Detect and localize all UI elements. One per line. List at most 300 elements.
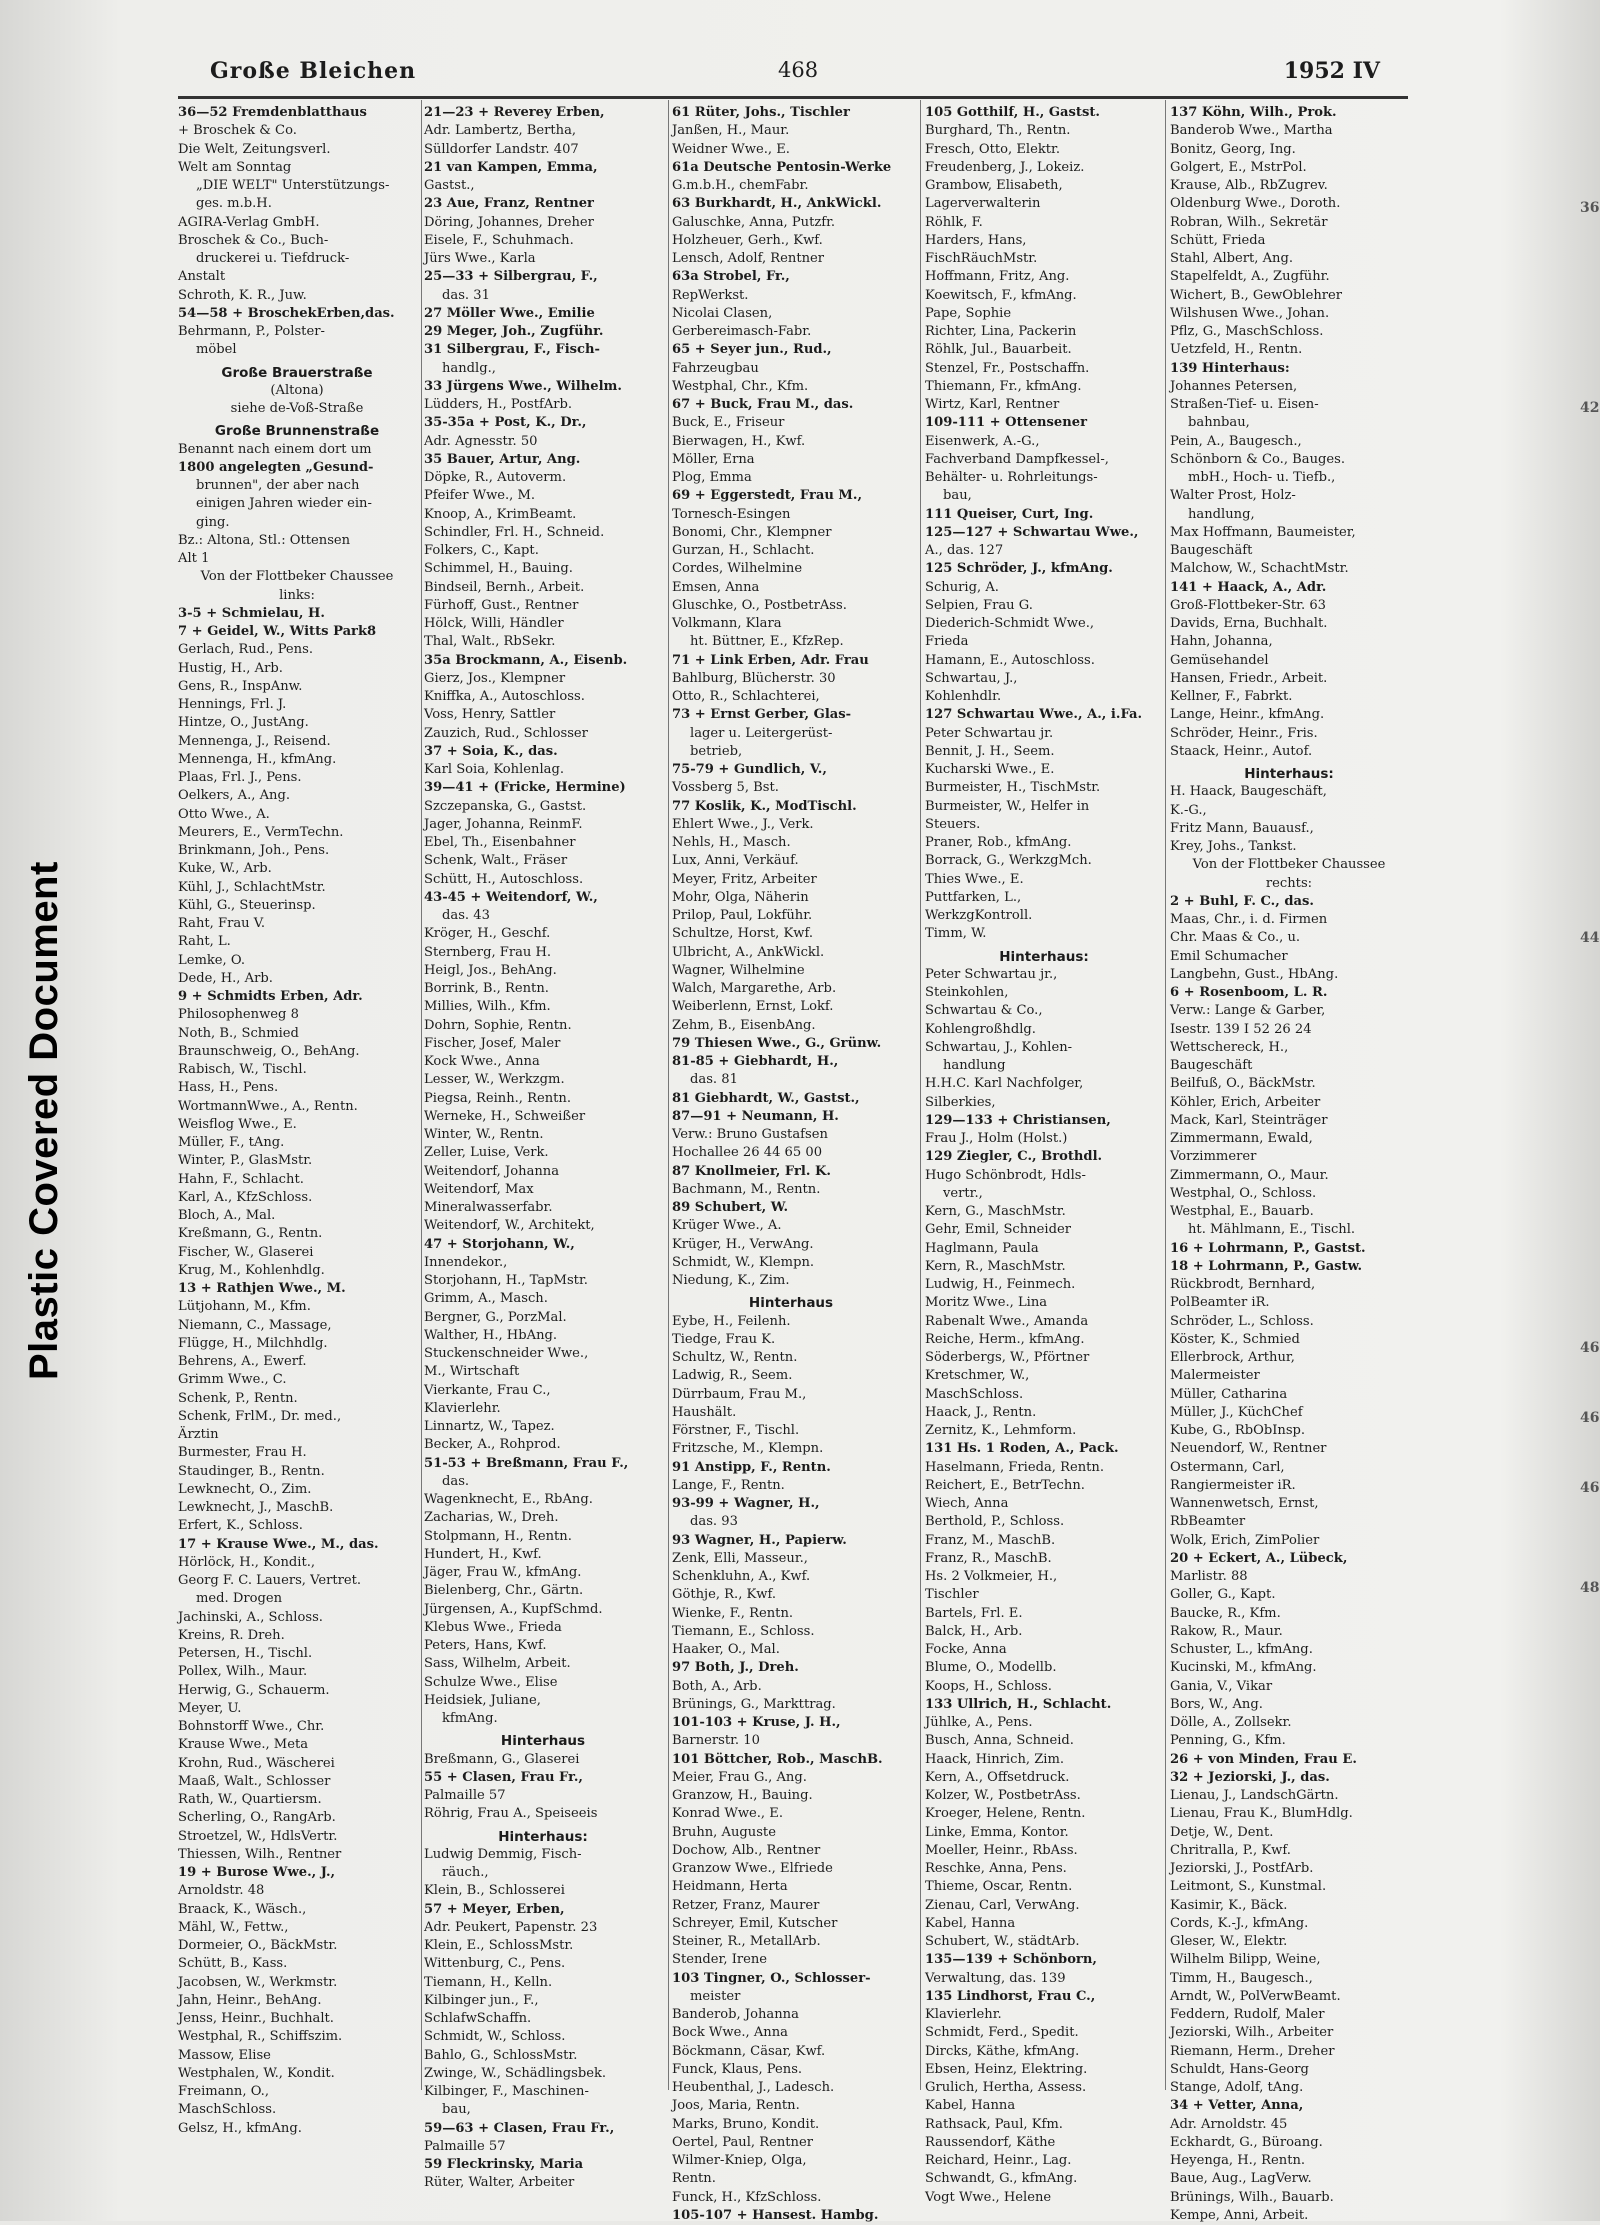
directory-entry: med. Drogen — [196, 1591, 283, 1607]
directory-entry: Heubenthal, J., Ladesch. — [672, 2080, 835, 2095]
directory-entry: Baugeschäft — [1170, 1058, 1253, 1073]
directory-entry: Leitmont, S., Kunstmal. — [1170, 1879, 1327, 1895]
directory-entry: Dochow, Alb., Rentner — [672, 1842, 821, 1858]
directory-entry: Adr. Arnoldstr. 45 — [1170, 2116, 1288, 2132]
directory-entry: Staack, Heinr., Autof. — [1170, 743, 1313, 759]
directory-entry: rechts: — [1265, 875, 1313, 891]
directory-entry: Tischler — [925, 1587, 979, 1603]
directory-entry: Kretschmer, W., — [925, 1368, 1030, 1384]
directory-entry: Nehls, H., Masch. — [672, 835, 791, 850]
directory-entry: Fritz Mann, Bauausf., — [1170, 820, 1314, 836]
directory-entry: Bruhn, Auguste — [672, 1824, 776, 1840]
directory-entry: Adr. Lambertz, Bertha, — [424, 123, 577, 139]
directory-entry: Robran, Wilh., Sekretär — [1170, 214, 1328, 230]
directory-entry: Hochallee 26 44 65 00 — [672, 1145, 823, 1161]
directory-entry: Raht, L. — [178, 934, 231, 950]
directory-entry: 129—133 + Christiansen, — [925, 1112, 1111, 1128]
directory-entry: Groß-Flottbeker-Str. 63 — [1170, 597, 1326, 613]
directory-column-3 — [672, 104, 910, 2223]
directory-entry: Kabel, Hanna — [925, 2098, 1016, 2114]
directory-entry: Von der Flottbeker Chaussee — [200, 569, 394, 585]
directory-entry: Haack, Hinrich, Zim. — [925, 1751, 1065, 1767]
directory-entry: 79 Thiesen Wwe., G., Grünw. — [672, 1035, 882, 1051]
directory-entry: 81 Giebhardt, W., Gastst., — [672, 1090, 860, 1106]
directory-entry: 93-99 + Wagner, H., — [672, 1496, 820, 1511]
directory-entry: Schröder, L., Schloss. — [1170, 1313, 1314, 1329]
directory-entry: Klavierlehr. — [424, 1400, 501, 1416]
directory-entry: Emil Schumacher — [1170, 948, 1288, 964]
directory-entry: Westphal, O., Schloss. — [1170, 1185, 1317, 1201]
directory-entry: ging. — [196, 514, 230, 530]
directory-entry: Heidmann, Herta — [672, 1879, 788, 1895]
directory-entry: Werneke, H., Schweißer — [424, 1108, 586, 1124]
directory-entry: Both, A., Arb. — [672, 1678, 762, 1694]
directory-entry: Scherling, O., RangArb. — [178, 1810, 336, 1826]
directory-entry: WortmannWwe., A., Rentn. — [178, 1098, 358, 1114]
directory-entry: Behälter- u. Rohrleitungs- — [925, 470, 1098, 485]
directory-entry: Schmidt, Ferd., Spedit. — [925, 2025, 1079, 2041]
directory-entry: Braack, K., Wäsch., — [178, 1901, 307, 1917]
directory-entry: K.-G., — [1170, 802, 1207, 818]
directory-entry: Franz, R., MaschB. — [925, 1550, 1052, 1566]
directory-entry: Georg F. C. Lauers, Vertret. — [178, 1573, 362, 1588]
directory-entry: 67 + Buck, Frau M., das. — [672, 397, 854, 412]
directory-entry: Frau J., Holm (Holst.) — [925, 1131, 1068, 1146]
directory-entry: Schönborn & Co., Bauges. — [1170, 451, 1346, 467]
directory-entry: 19 + Burose Wwe., J., — [178, 1865, 336, 1880]
directory-entry: 101-103 + Kruse, J. H., — [672, 1715, 841, 1730]
directory-entry: Meurers, E., VermTechn. — [178, 824, 344, 840]
directory-entry: Petersen, H., Tischl. — [178, 1646, 313, 1661]
directory-entry: Köster, K., Schmied — [1170, 1331, 1300, 1347]
directory-entry: Kock Wwe., Anna — [424, 1054, 540, 1069]
directory-entry: Dürrbaum, Frau M., — [672, 1386, 807, 1402]
directory-entry: Hintze, O., JustAng. — [178, 715, 309, 731]
directory-entry: MaschSchloss. — [178, 2102, 277, 2118]
directory-entry: Große Brauerstraße — [221, 364, 373, 381]
directory-entry: Mineralwasserfabr. — [424, 1200, 553, 1215]
directory-entry: Bartels, Frl. E. — [925, 1605, 1023, 1621]
directory-entry: Philosophenweg 8 — [178, 1007, 299, 1023]
directory-entry: Haack, J., Rentn. — [925, 1404, 1037, 1420]
directory-entry: Lienau, Frau K., BlumHdlg. — [1170, 1806, 1353, 1822]
margin-fragment: 48 — [1580, 1580, 1600, 1596]
directory-entry: Schulze Wwe., Elise — [424, 1674, 558, 1690]
directory-entry: meister — [690, 1988, 741, 2004]
directory-entry: Niedung, K., Zim. — [672, 1273, 790, 1288]
directory-entry: Mähl, W., Fettw., — [178, 1919, 289, 1935]
page-header — [178, 52, 1400, 98]
directory-entry: Janßen, H., Maur. — [672, 123, 790, 139]
directory-entry: 133 Ullrich, H., Schlacht. — [925, 1696, 1112, 1712]
directory-entry: Zwinge, W., Schädlingsbek. — [424, 2065, 607, 2081]
directory-entry: Schenk, FrlM., Dr. med., — [178, 1408, 342, 1424]
directory-entry: Chritralla, P., Kwf. — [1170, 1842, 1291, 1858]
directory-entry: das. 43 — [442, 908, 490, 923]
directory-entry: Kniffka, A., Autoschloss. — [424, 689, 585, 704]
directory-entry: Walter Prost, Holz- — [1170, 488, 1296, 504]
directory-entry: Grambow, Elisabeth, — [925, 178, 1063, 193]
directory-entry: Zimmermann, O., Maur. — [1170, 1167, 1329, 1183]
directory-entry: Wittenburg, C., Pens. — [424, 1956, 566, 1972]
directory-entry: 21—23 + Reverey Erben, — [424, 105, 605, 120]
directory-entry: Marks, Bruno, Kondit. — [672, 2116, 820, 2132]
directory-entry: Zenk, Elli, Masseur., — [672, 1550, 808, 1566]
directory-entry: Barnerstr. 10 — [672, 1733, 760, 1749]
directory-entry: Schenk, P., Rentn. — [178, 1390, 298, 1406]
directory-entry: Jäger, Frau W., kfmAng. — [424, 1565, 582, 1580]
directory-entry: 111 Queiser, Curt, Ing. — [925, 506, 1094, 522]
directory-entry: Plaas, Frl. J., Pens. — [178, 770, 302, 785]
directory-entry: Staudinger, B., Rentn. — [178, 1463, 325, 1479]
column-divider — [1165, 100, 1166, 2090]
directory-entry: betrieb, — [690, 743, 743, 759]
directory-entry: Massow, Elise — [178, 2047, 271, 2063]
directory-entry: Wagner, Wilhelmine — [672, 962, 805, 978]
directory-entry: Krey, Johs., Tankst. — [1170, 839, 1297, 854]
directory-entry: M., Wirtschaft — [424, 1364, 520, 1380]
directory-entry: Tornesch-Esingen — [672, 506, 791, 522]
directory-entry: das. — [442, 1473, 470, 1489]
directory-entry: 135 Lindhorst, Frau C., — [925, 1988, 1096, 2004]
directory-entry: Lange, Heinr., kfmAng. — [1170, 707, 1325, 723]
page-number: 468 — [778, 58, 819, 82]
directory-entry: Wienke, F., Rentn. — [672, 1605, 794, 1621]
directory-entry: 29 Meger, Joh., Zugführ. — [424, 324, 604, 339]
directory-entry: Eckhardt, G., Büroang. — [1170, 2134, 1323, 2150]
column-divider — [421, 100, 422, 2090]
directory-entry: Peter Schwartau jr. — [925, 725, 1054, 741]
directory-entry: Kolzer, W., PostbetrAss. — [925, 1788, 1081, 1803]
directory-entry: Steiner, R., MetallArb. — [672, 1934, 821, 1949]
directory-entry: Kern, R., MaschMstr. — [925, 1258, 1066, 1274]
directory-entry: Alt 1 — [178, 551, 210, 566]
margin-fragment: 44 — [1580, 930, 1600, 946]
directory-entry: Hahn, Johanna, — [1170, 634, 1273, 650]
directory-entry: Verw.: Bruno Gustafsen — [672, 1127, 828, 1142]
directory-entry: Kube, G., RbObInsp. — [1170, 1423, 1306, 1438]
directory-entry: Von der Flottbeker Chaussee — [1192, 857, 1386, 873]
directory-entry: Bors, W., Ang. — [1170, 1696, 1263, 1712]
directory-entry: Fritzsche, M., Klempn. — [672, 1441, 824, 1457]
directory-entry: Dircks, Käthe, kfmAng. — [925, 2043, 1080, 2059]
directory-entry: Jürs Wwe., Karla — [424, 251, 536, 266]
directory-entry: Rakow, R., Maur. — [1170, 1623, 1283, 1639]
directory-entry: Weitendorf, Johanna — [424, 1163, 560, 1179]
directory-entry: 35a Brockmann, A., Eisenb. — [424, 652, 628, 668]
directory-entry: Reiche, Herm., kfmAng. — [925, 1331, 1085, 1347]
directory-entry: Müller, F., tAng. — [178, 1135, 285, 1150]
directory-entry: Sass, Wilhelm, Arbeit. — [424, 1656, 571, 1672]
directory-entry: Maas, Chr., i. d. Firmen — [1170, 912, 1328, 927]
directory-entry: AGIRA-Verlag GmbH. — [178, 214, 320, 230]
directory-entry: Heyenga, H., Rentn. — [1170, 2153, 1306, 2168]
directory-entry: Hinterhaus: — [498, 1828, 588, 1845]
directory-entry: ht. Büttner, E., KfzRep. — [690, 634, 844, 650]
directory-entry: Linnartz, W., Tapez. — [424, 1419, 555, 1434]
directory-entry: Söderbergs, W., Pförtner — [925, 1350, 1090, 1365]
header-rule — [178, 96, 1408, 99]
directory-entry: Thiemann, Fr., kfmAng. — [925, 378, 1082, 394]
directory-entry: Sternberg, Frau H. — [424, 944, 552, 960]
directory-entry: 20 + Eckert, A., Lübeck, — [1170, 1550, 1348, 1566]
directory-entry: druckerei u. Tiefdruck- — [196, 251, 350, 266]
directory-entry: Wirtz, Karl, Rentner — [925, 397, 1060, 412]
directory-entry: Schütt, Frieda — [1170, 232, 1266, 248]
directory-entry: Freudenberg, J., Lokeiz. — [925, 159, 1085, 175]
directory-entry: Burmeister, H., TischMstr. — [925, 780, 1101, 796]
directory-entry: Lüdders, H., PostfArb. — [424, 397, 573, 412]
directory-entry: 63 Burkhardt, H., AnkWickl. — [672, 196, 882, 212]
directory-entry: Schwartau & Co., — [925, 1003, 1043, 1019]
directory-entry: Ludwig Demmig, Fisch- — [424, 1846, 582, 1862]
directory-entry: Sülldorfer Landstr. 407 — [424, 141, 579, 157]
directory-entry: Ehlert Wwe., J., Verk. — [672, 816, 814, 832]
directory-entry: A., das. 127 — [925, 543, 1004, 558]
directory-entry: Kroeger, Helene, Rentn. — [925, 1806, 1086, 1822]
directory-entry: Moeller, Heinr., RbAss. — [925, 1842, 1078, 1858]
directory-entry: Gehr, Emil, Schneider — [925, 1222, 1071, 1238]
directory-entry: Westphal, E., Bauarb. — [1170, 1204, 1314, 1219]
directory-entry: Rangiermeister iR. — [1170, 1477, 1296, 1493]
directory-entry: Weitendorf, W., Architekt, — [424, 1218, 595, 1234]
directory-entry: 57 + Meyer, Erben, — [424, 1901, 565, 1917]
directory-entry: Ludwig, H., Feinmech. — [925, 1277, 1076, 1292]
directory-entry: Behrmann, P., Polster- — [178, 324, 325, 339]
directory-entry: Herwig, G., Schauerm. — [178, 1682, 330, 1698]
plastic-covered-label: Plastic Covered Document — [22, 861, 66, 1380]
directory-entry: 97 Both, J., Dreh. — [672, 1660, 799, 1676]
directory-entry: Ulbricht, A., AnkWickl. — [672, 944, 825, 960]
directory-entry: Blume, O., Modellb. — [925, 1660, 1057, 1676]
directory-entry: Weiberlenn, Ernst, Lokf. — [672, 999, 834, 1015]
directory-entry: Fürhoff, Gust., Rentner — [424, 597, 579, 613]
directory-entry: Ebel, Th., Eisenbahner — [424, 835, 576, 850]
directory-entry: Fachverband Dampfkessel-, — [925, 451, 1109, 467]
directory-entry: 65 + Seyer jun., Rud., — [672, 342, 832, 358]
directory-entry: Granzow Wwe., Elfriede — [672, 1861, 833, 1876]
directory-entry: Focke, Anna — [925, 1642, 1007, 1657]
directory-entry: Funck, Klaus, Pens. — [672, 2061, 803, 2077]
directory-entry: Neuendorf, W., Rentner — [1170, 1441, 1327, 1457]
directory-entry: Lütjohann, M., Kfm. — [178, 1299, 311, 1315]
directory-entry: Wilmer-Kniep, Olga, — [672, 2153, 807, 2168]
directory-entry: Jeziorski, J., PostfArb. — [1170, 1861, 1314, 1876]
directory-entry: Kohlenhdlr. — [925, 689, 1002, 704]
directory-entry: Jahn, Heinr., BehAng. — [178, 1992, 322, 2008]
directory-entry: Gierz, Jos., Klempner — [424, 670, 566, 686]
directory-entry: Szczepanska, G., Gastst. — [424, 798, 587, 814]
directory-entry: Bennit, J. H., Seem. — [925, 743, 1055, 759]
directory-entry: Vorzimmerer — [1170, 1149, 1257, 1165]
directory-entry: Klebus Wwe., Frieda — [424, 1619, 562, 1635]
directory-entry: 18 + Lohrmann, P., Gastw. — [1170, 1258, 1363, 1274]
directory-entry: Verw.: Lange & Garber, — [1170, 1003, 1326, 1019]
directory-column-2 — [424, 104, 662, 2191]
directory-entry: 77 Koslik, K., ModTischl. — [672, 798, 857, 814]
margin-fragment: 42 — [1580, 400, 1600, 416]
directory-entry: Hass, H., Pens. — [178, 1080, 279, 1096]
directory-entry: Dölle, A., Zollsekr. — [1170, 1715, 1292, 1730]
directory-column-1 — [178, 104, 416, 2136]
directory-entry: H. Haack, Baugeschäft, — [1170, 784, 1327, 800]
directory-entry: Mack, Karl, Steinträger — [1170, 1112, 1328, 1128]
directory-entry: Fischer, W., Glaserei — [178, 1244, 314, 1260]
directory-entry: Straßen-Tief- u. Eisen- — [1170, 397, 1319, 412]
directory-entry: Lewknecht, O., Zim. — [178, 1481, 312, 1497]
directory-entry: Rathsack, Paul, Kfm. — [925, 2116, 1063, 2132]
directory-entry: Otto, R., Schlachterei, — [672, 689, 820, 704]
directory-entry: Krohn, Rud., Wäscherei — [178, 1755, 335, 1771]
directory-entry: Schmidt, W., Schloss. — [424, 2029, 566, 2045]
directory-entry: Kasimir, K., Bäck. — [1170, 1897, 1288, 1913]
directory-entry: Schütt, H., Autoschloss. — [424, 871, 584, 887]
directory-entry: 103 Tingner, O., Schlosser- — [672, 1970, 871, 1986]
directory-entry: Kühl, J., SchlachtMstr. — [178, 879, 326, 895]
directory-entry: Silberkies, — [925, 1094, 996, 1110]
directory-entry: Dormeier, O., BäckMstr. — [178, 1938, 338, 1953]
directory-entry: 9 + Schmidts Erben, Adr. — [178, 989, 363, 1004]
directory-entry: Bonitz, Georg, Ing. — [1170, 141, 1296, 157]
directory-entry: Knoop, A., KrimBeamt. — [424, 506, 577, 522]
directory-entry: Wolk, Erich, ZimPolier — [1170, 1532, 1320, 1548]
directory-entry: Jachinski, A., Schloss. — [178, 1609, 323, 1625]
directory-entry: Meier, Frau G., Ang. — [672, 1769, 807, 1785]
directory-entry: Steinkohlen, — [925, 985, 1009, 1000]
year-volume: 1952 IV — [1283, 58, 1380, 84]
directory-entry: Wichert, B., GewOblehrer — [1170, 287, 1343, 303]
directory-entry: Behrens, A., Ewerf. — [178, 1354, 307, 1369]
directory-entry: Gelsz, H., kfmAng. — [178, 2120, 302, 2136]
directory-entry: Jühlke, A., Pens. — [925, 1715, 1033, 1730]
directory-entry: Lagerverwalterin — [925, 196, 1041, 212]
directory-entry: Becker, A., Rohprod. — [424, 1437, 561, 1453]
directory-entry: Raht, Frau V. — [178, 916, 266, 931]
directory-entry: Hoffmann, Fritz, Ang. — [925, 269, 1070, 285]
directory-entry: Thies Wwe., E. — [925, 871, 1024, 887]
directory-entry: Westphal, Chr., Kfm. — [672, 378, 809, 394]
directory-entry: Oelkers, A., Ang. — [178, 788, 291, 804]
directory-entry: Malermeister — [1170, 1368, 1260, 1384]
directory-entry: Eybe, H., Feilenh. — [672, 1313, 791, 1329]
directory-entry: Thal, Walt., RbSekr. — [424, 634, 556, 650]
directory-entry: Schubert, W., städtArb. — [925, 1934, 1080, 1949]
directory-entry: Brinkmann, Joh., Pens. — [178, 843, 330, 858]
directory-entry: Wilhelm Bilipp, Weine, — [1170, 1952, 1321, 1968]
directory-entry: Röhrig, Frau A., Speiseeis — [424, 1806, 598, 1822]
directory-entry: Dede, H., Arb. — [178, 970, 273, 986]
directory-entry: Harders, Hans, — [925, 232, 1027, 248]
directory-entry: Zernitz, K., Lehmform. — [925, 1423, 1077, 1438]
directory-entry: Adr. Agnesstr. 50 — [424, 433, 538, 449]
directory-entry: Gania, V., Vikar — [1170, 1678, 1273, 1694]
directory-entry: 1800 angelegten „Gesund- — [178, 459, 374, 475]
directory-entry: Burghard, Th., Rentn. — [925, 123, 1071, 139]
directory-entry: Kühl, G., Steuerinsp. — [178, 897, 316, 913]
directory-entry: Schütt, B., Kass. — [178, 1956, 288, 1972]
directory-entry: Lensch, Adolf, Rentner — [672, 251, 825, 266]
directory-entry: 71 + Link Erben, Adr. Frau — [672, 652, 869, 668]
directory-entry: Schröder, Heinr., Fris. — [1170, 725, 1318, 741]
directory-entry: 61a Deutsche Pentosin-Werke — [672, 159, 892, 175]
directory-entry: Pflz, G., MaschSchloss. — [1170, 324, 1324, 339]
directory-entry: Banderob Wwe., Martha — [1170, 123, 1333, 139]
directory-entry: Timm, H., Baugesch., — [1170, 1970, 1313, 1986]
directory-entry: Schimmel, H., Bauing. — [424, 561, 573, 577]
directory-entry: Große Brunnenstraße — [214, 423, 380, 440]
directory-entry: Thiessen, Wilh., Rentner — [178, 1846, 342, 1862]
directory-entry: Vogt Wwe., Helene — [925, 2189, 1052, 2205]
directory-entry: Oertel, Paul, Rentner — [672, 2134, 813, 2150]
directory-entry: Nicolai Clasen, — [672, 305, 773, 321]
directory-entry: das. 81 — [690, 1072, 738, 1088]
directory-entry: 129 Ziegler, C., Brothdl. — [925, 1149, 1103, 1165]
directory-entry: Rentn. — [672, 2171, 716, 2187]
directory-entry: Braunschweig, O., BehAng. — [178, 1043, 360, 1059]
directory-entry: handlung, — [1188, 506, 1255, 522]
directory-entry: Baugeschäft — [1170, 543, 1253, 558]
directory-entry: 61 Rüter, Johs., Tischler — [672, 105, 850, 120]
directory-entry: kfmAng. — [442, 1711, 498, 1726]
directory-entry: 35-35a + Post, K., Dr., — [424, 415, 587, 431]
directory-entry: Erfert, K., Schloss. — [178, 1518, 303, 1534]
directory-entry: Berthold, P., Schloss. — [925, 1514, 1065, 1530]
directory-entry: Cords, K.-J., kfmAng. — [1170, 1915, 1309, 1931]
directory-entry: Lesser, W., Werkzgm. — [424, 1072, 565, 1088]
directory-entry: 27 Möller Wwe., Emilie — [424, 305, 595, 321]
directory-entry: Gurzan, H., Schlacht. — [672, 543, 815, 558]
directory-entry: 43-45 + Weitendorf, W., — [424, 889, 598, 905]
directory-entry: Schindler, Frl. H., Schneid. — [424, 524, 605, 540]
directory-entry: Storjohann, H., TapMstr. — [424, 1273, 588, 1288]
directory-entry: Krause Wwe., Meta — [178, 1737, 309, 1753]
directory-entry: Rüter, Walter, Arbeiter — [424, 2175, 575, 2191]
directory-entry: 51-53 + Breßmann, Frau F., — [424, 1455, 629, 1471]
directory-entry: bahnbau, — [1188, 415, 1250, 431]
directory-entry: Ladwig, R., Seem. — [672, 1368, 793, 1384]
directory-entry: siehe de-Voß-Straße — [230, 401, 364, 416]
directory-entry: Richter, Lina, Packerin — [925, 324, 1077, 339]
directory-entry: Feddern, Rudolf, Maler — [1170, 2007, 1325, 2022]
directory-entry: Karl, A., KfzSchloss. — [178, 1189, 313, 1205]
directory-entry: Gerbereimasch-Fabr. — [672, 324, 812, 339]
directory-entry: Welt am Sonntag — [178, 159, 292, 175]
directory-entry: Meyer, U. — [178, 1700, 242, 1716]
directory-entry: Hennings, Frl. J. — [178, 697, 287, 712]
directory-entry: Jacobsen, W., Werkmstr. — [178, 1974, 338, 1990]
directory-entry: Borrack, G., WerkzgMch. — [925, 853, 1092, 869]
right-margin-fragments — [1580, 100, 1600, 2100]
directory-entry: Wiech, Anna — [925, 1496, 1009, 1511]
directory-entry: Kern, A., Offsetdruck. — [925, 1769, 1070, 1785]
directory-entry: Piegsa, Reinh., Rentn. — [424, 1090, 572, 1106]
directory-entry: Hinterhaus: — [1244, 766, 1334, 782]
directory-entry: Maaß, Walt., Schlosser — [178, 1773, 331, 1789]
directory-entry: 3-5 + Schmielau, H. — [178, 605, 325, 621]
directory-entry: handlg., — [442, 360, 496, 376]
directory-entry: Broschek & Co., Buch- — [178, 232, 329, 248]
directory-entry: 35 Bauer, Artur, Ang. — [424, 451, 581, 467]
directory-entry: Flügge, H., Milchhdlg. — [178, 1335, 328, 1351]
directory-entry: 141 + Haack, A., Adr. — [1170, 579, 1327, 595]
directory-entry: PolBeamter iR. — [1170, 1295, 1270, 1311]
directory-entry: Mennenga, H., kfmAng. — [178, 751, 337, 767]
directory-entry: RepWerkst. — [672, 287, 749, 303]
directory-entry: Walther, H., HbAng. — [424, 1327, 558, 1343]
directory-entry: Benannt nach einem dort um — [178, 441, 372, 457]
directory-entry: Ärztin — [178, 1427, 219, 1442]
directory-entry: Bock Wwe., Anna — [672, 2025, 788, 2041]
